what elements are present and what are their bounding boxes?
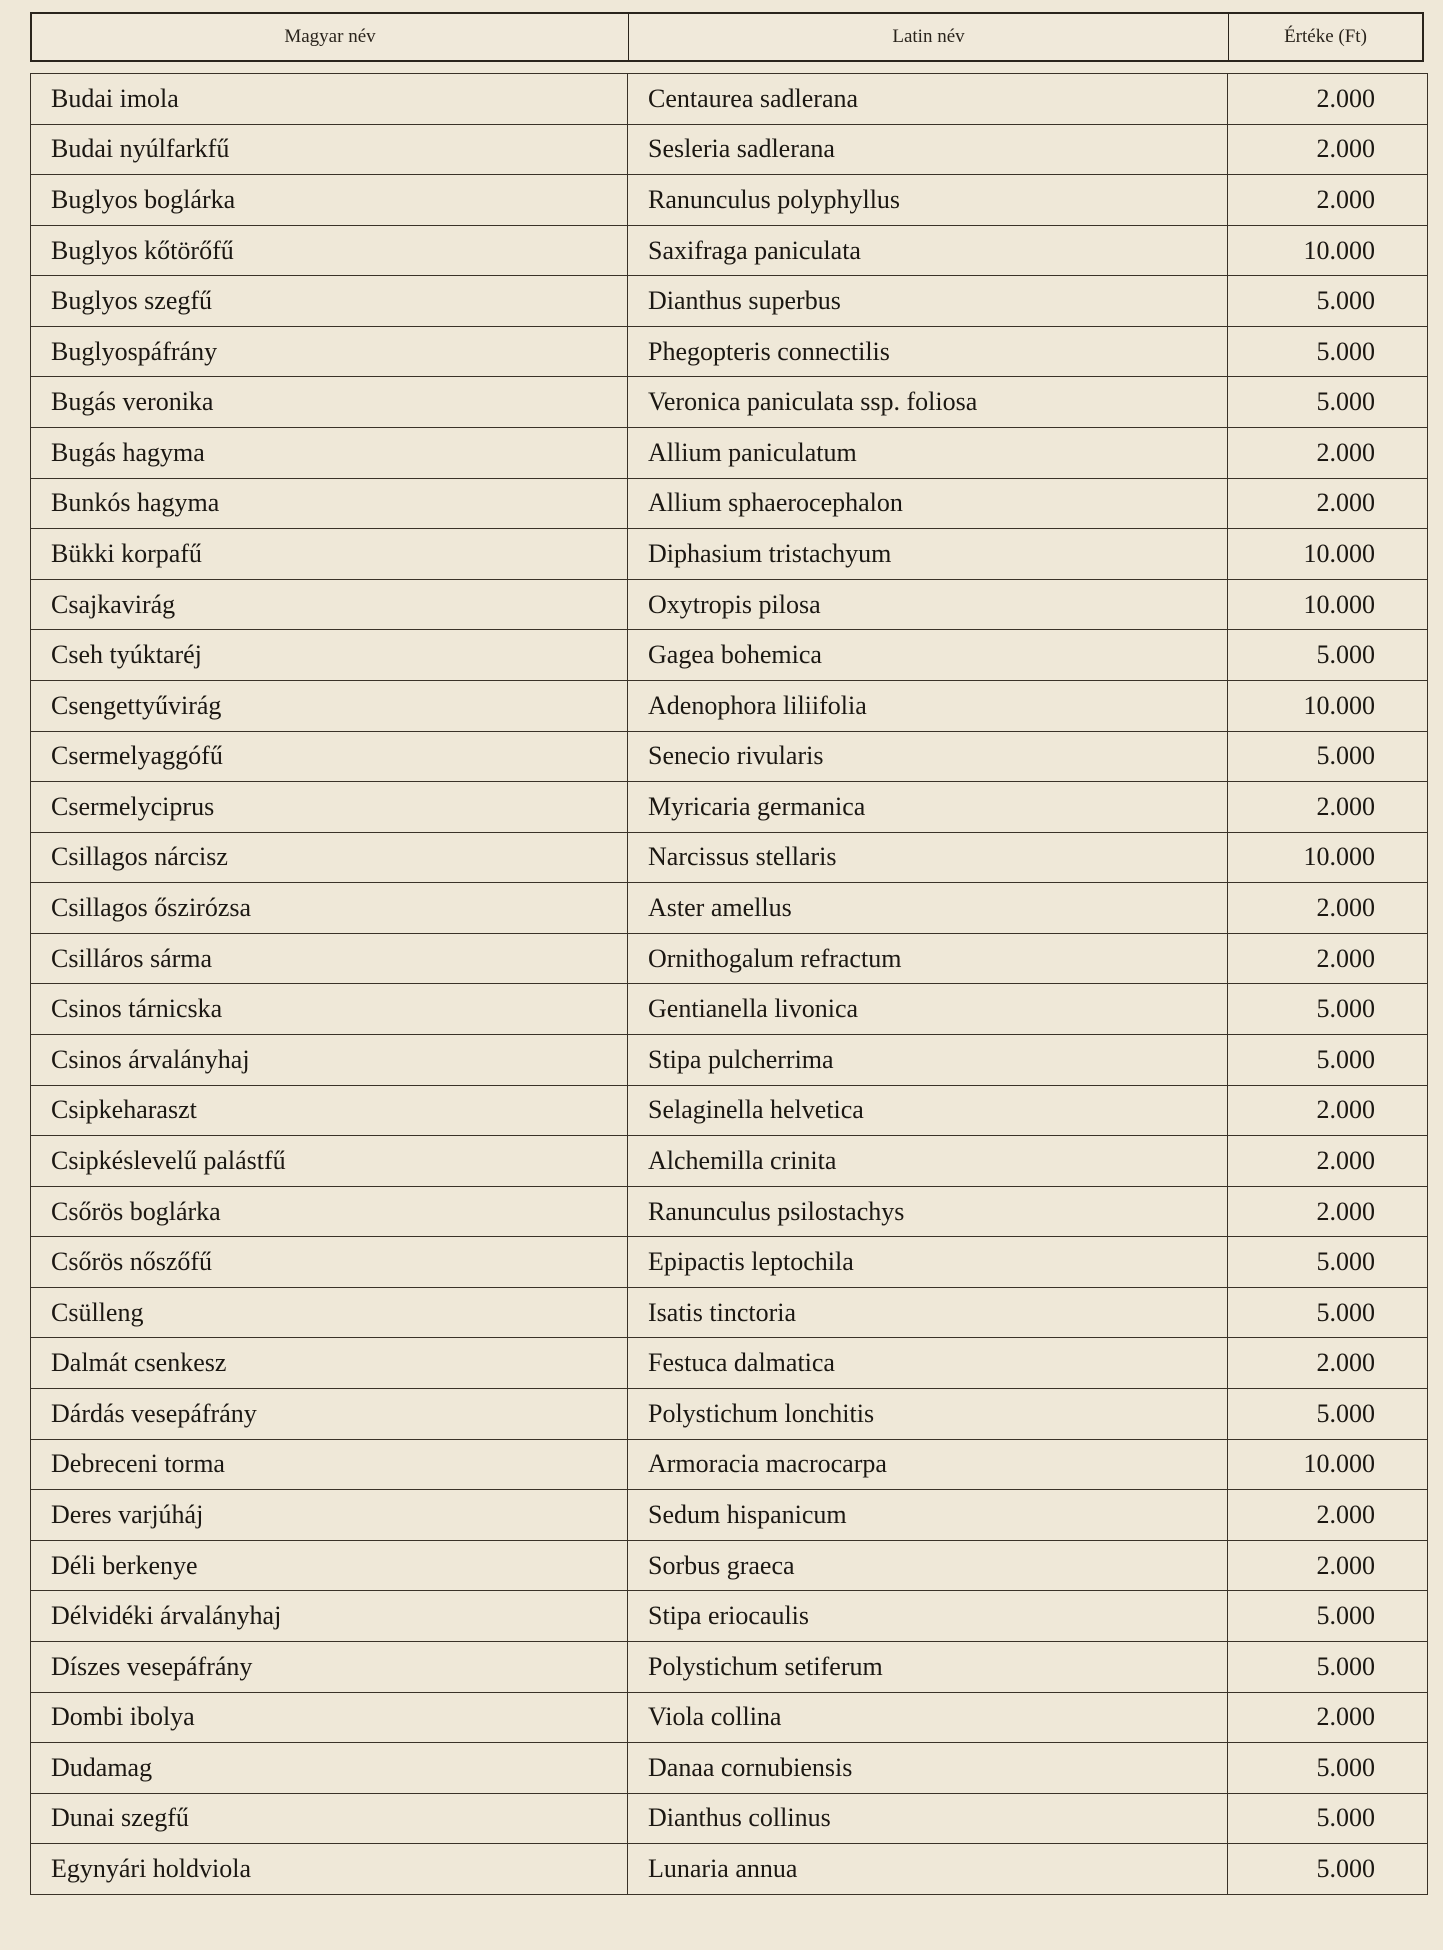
hungarian-name-cell: Csülleng <box>31 1288 628 1338</box>
value-cell: 5.000 <box>1316 387 1375 417</box>
hungarian-name-cell: Csillagos nárcisz <box>31 833 628 883</box>
latin-name-cell: Senecio rivularis <box>628 732 1228 782</box>
table-row <box>31 833 1427 884</box>
value-cell: 5.000 <box>1316 1297 1375 1327</box>
latin-name-cell: Lunaria annua <box>628 1844 1228 1894</box>
latin-name-cell: Isatis tinctoria <box>628 1288 1228 1338</box>
latin-name-cell: Adenophora liliifolia <box>628 681 1228 731</box>
value-cell: 2.000 <box>1316 83 1375 113</box>
hungarian-name-cell: Csengettyűvirág <box>31 681 628 731</box>
value-cell: 10.000 <box>1303 690 1375 720</box>
value-cell: 10.000 <box>1303 1449 1375 1479</box>
table-row <box>31 428 1427 479</box>
latin-name-cell: Sedum hispanicum <box>628 1490 1228 1540</box>
table-row <box>31 1743 1427 1794</box>
hungarian-name-cell: Csinos árvalányhaj <box>31 1035 628 1085</box>
table-row <box>31 1136 1427 1187</box>
latin-name-cell: Stipa pulcherrima <box>628 1035 1228 1085</box>
hungarian-name-cell: Bükki korpafű <box>31 529 628 579</box>
latin-name-cell: Sesleria sadlerana <box>628 125 1228 175</box>
latin-name-cell: Danaa cornubiensis <box>628 1743 1228 1793</box>
value-cell: 2.000 <box>1316 1196 1375 1226</box>
latin-name-cell: Myricaria germanica <box>628 782 1228 832</box>
latin-name-cell: Armoracia macrocarpa <box>628 1440 1228 1490</box>
value-cell: 5.000 <box>1316 1854 1375 1884</box>
header-latin-name: Latin név <box>629 14 1229 60</box>
value-cell: 10.000 <box>1303 842 1375 872</box>
hungarian-name-cell: Budai nyúlfarkfű <box>31 125 628 175</box>
value-cell: 5.000 <box>1316 1601 1375 1631</box>
latin-name-cell: Ranunculus polyphyllus <box>628 175 1228 225</box>
value-cell: 10.000 <box>1303 538 1375 568</box>
latin-name-cell: Festuca dalmatica <box>628 1338 1228 1388</box>
plant-value-table <box>30 73 1428 1895</box>
table-row <box>31 782 1427 833</box>
table-row <box>31 327 1427 378</box>
value-cell: 2.000 <box>1316 1095 1375 1125</box>
table-row <box>31 125 1427 176</box>
latin-name-cell: Narcissus stellaris <box>628 833 1228 883</box>
hungarian-name-cell: Buglyospáfrány <box>31 327 628 377</box>
table-row <box>31 1490 1427 1541</box>
latin-name-cell: Dianthus collinus <box>628 1794 1228 1844</box>
table-row <box>31 1237 1427 1288</box>
latin-name-cell: Alchemilla crinita <box>628 1136 1228 1186</box>
hungarian-name-cell: Csőrös boglárka <box>31 1187 628 1237</box>
value-cell: 5.000 <box>1316 1752 1375 1782</box>
value-cell: 5.000 <box>1316 286 1375 316</box>
hungarian-name-cell: Csőrös nőszőfű <box>31 1237 628 1287</box>
table-row <box>31 1794 1427 1845</box>
latin-name-cell: Viola collina <box>628 1693 1228 1743</box>
latin-name-cell: Stipa eriocaulis <box>628 1591 1228 1641</box>
latin-name-cell: Sorbus graeca <box>628 1541 1228 1591</box>
table-row <box>31 377 1427 428</box>
value-cell: 2.000 <box>1316 943 1375 973</box>
table-row <box>31 1338 1427 1389</box>
value-cell: 5.000 <box>1316 1651 1375 1681</box>
hungarian-name-cell: Csillagos őszirózsa <box>31 883 628 933</box>
latin-name-cell: Dianthus superbus <box>628 276 1228 326</box>
hungarian-name-cell: Deres varjúháj <box>31 1490 628 1540</box>
table-row <box>31 479 1427 530</box>
latin-name-cell: Diphasium tristachyum <box>628 529 1228 579</box>
hungarian-name-cell: Bunkós hagyma <box>31 479 628 529</box>
value-cell: 5.000 <box>1316 741 1375 771</box>
table-row <box>31 580 1427 631</box>
table-row <box>31 883 1427 934</box>
value-cell: 5.000 <box>1316 336 1375 366</box>
hungarian-name-cell: Dudamag <box>31 1743 628 1793</box>
value-cell: 2.000 <box>1316 134 1375 164</box>
latin-name-cell: Selaginella helvetica <box>628 1086 1228 1136</box>
hungarian-name-cell: Csinos tárnicska <box>31 984 628 1034</box>
hungarian-name-cell: Csajkavirág <box>31 580 628 630</box>
latin-name-cell: Ornithogalum refractum <box>628 934 1228 984</box>
table-row <box>31 1288 1427 1339</box>
value-cell: 5.000 <box>1316 1247 1375 1277</box>
latin-name-cell: Polystichum setiferum <box>628 1642 1228 1692</box>
table-row <box>31 1844 1427 1894</box>
value-cell: 5.000 <box>1316 994 1375 1024</box>
value-cell: 2.000 <box>1316 791 1375 821</box>
latin-name-cell: Allium paniculatum <box>628 428 1228 478</box>
table-row <box>31 1389 1427 1440</box>
latin-name-cell: Veronica paniculata ssp. foliosa <box>628 377 1228 427</box>
latin-name-cell: Gagea bohemica <box>628 630 1228 680</box>
hungarian-name-cell: Déli berkenye <box>31 1541 628 1591</box>
value-cell: 2.000 <box>1316 184 1375 214</box>
hungarian-name-cell: Budai imola <box>31 74 628 124</box>
table-header <box>30 12 1424 62</box>
value-cell: 2.000 <box>1316 1702 1375 1732</box>
value-cell: 10.000 <box>1303 589 1375 619</box>
hungarian-name-cell: Csermelyaggófű <box>31 732 628 782</box>
hungarian-name-cell: Dárdás vesepáfrány <box>31 1389 628 1439</box>
value-cell: 2.000 <box>1316 1550 1375 1580</box>
table-row <box>31 630 1427 681</box>
value-cell: 5.000 <box>1316 1803 1375 1833</box>
table-row <box>31 1642 1427 1693</box>
header-hungarian-name: Magyar név <box>32 14 629 60</box>
table-row <box>31 175 1427 226</box>
header-value: Értéke (Ft) <box>1284 26 1367 47</box>
table-row <box>31 1035 1427 1086</box>
value-cell: 2.000 <box>1316 1499 1375 1529</box>
hungarian-name-cell: Csilláros sárma <box>31 934 628 984</box>
latin-name-cell: Polystichum lonchitis <box>628 1389 1228 1439</box>
table-row <box>31 1440 1427 1491</box>
table-row <box>31 276 1427 327</box>
hungarian-name-cell: Dalmát csenkesz <box>31 1338 628 1388</box>
table-row <box>31 1187 1427 1238</box>
table-row <box>31 226 1427 277</box>
hungarian-name-cell: Csermelyciprus <box>31 782 628 832</box>
value-cell: 2.000 <box>1316 1145 1375 1175</box>
table-row <box>31 1591 1427 1642</box>
table-row <box>31 984 1427 1035</box>
value-cell: 5.000 <box>1316 640 1375 670</box>
hungarian-name-cell: Dunai szegfű <box>31 1794 628 1844</box>
hungarian-name-cell: Bugás veronika <box>31 377 628 427</box>
table-row <box>31 681 1427 732</box>
hungarian-name-cell: Buglyos kőtörőfű <box>31 226 628 276</box>
latin-name-cell: Saxifraga paniculata <box>628 226 1228 276</box>
value-cell: 5.000 <box>1316 1398 1375 1428</box>
table-row <box>31 1541 1427 1592</box>
latin-name-cell: Ranunculus psilostachys <box>628 1187 1228 1237</box>
hungarian-name-cell: Bugás hagyma <box>31 428 628 478</box>
value-cell: 2.000 <box>1316 1348 1375 1378</box>
latin-name-cell: Oxytropis pilosa <box>628 580 1228 630</box>
value-cell: 5.000 <box>1316 1044 1375 1074</box>
value-cell: 2.000 <box>1316 488 1375 518</box>
hungarian-name-cell: Debreceni torma <box>31 1440 628 1490</box>
table-row <box>31 1693 1427 1744</box>
hungarian-name-cell: Csipkeharaszt <box>31 1086 628 1136</box>
hungarian-name-cell: Buglyos szegfű <box>31 276 628 326</box>
latin-name-cell: Phegopteris connectilis <box>628 327 1228 377</box>
hungarian-name-cell: Egynyári holdviola <box>31 1844 628 1894</box>
table-row <box>31 1086 1427 1137</box>
hungarian-name-cell: Buglyos boglárka <box>31 175 628 225</box>
hungarian-name-cell: Délvidéki árvalányhaj <box>31 1591 628 1641</box>
latin-name-cell: Epipactis leptochila <box>628 1237 1228 1287</box>
table-row <box>31 732 1427 783</box>
latin-name-cell: Allium sphaerocephalon <box>628 479 1228 529</box>
table-row <box>31 934 1427 985</box>
latin-name-cell: Gentianella livonica <box>628 984 1228 1034</box>
value-cell: 2.000 <box>1316 893 1375 923</box>
value-cell: 10.000 <box>1303 235 1375 265</box>
latin-name-cell: Aster amellus <box>628 883 1228 933</box>
hungarian-name-cell: Díszes vesepáfrány <box>31 1642 628 1692</box>
value-cell: 2.000 <box>1316 437 1375 467</box>
table-row <box>31 74 1427 125</box>
hungarian-name-cell: Cseh tyúktaréj <box>31 630 628 680</box>
latin-name-cell: Centaurea sadlerana <box>628 74 1228 124</box>
hungarian-name-cell: Dombi ibolya <box>31 1693 628 1743</box>
table-row <box>31 529 1427 580</box>
hungarian-name-cell: Csipkéslevelű palástfű <box>31 1136 628 1186</box>
